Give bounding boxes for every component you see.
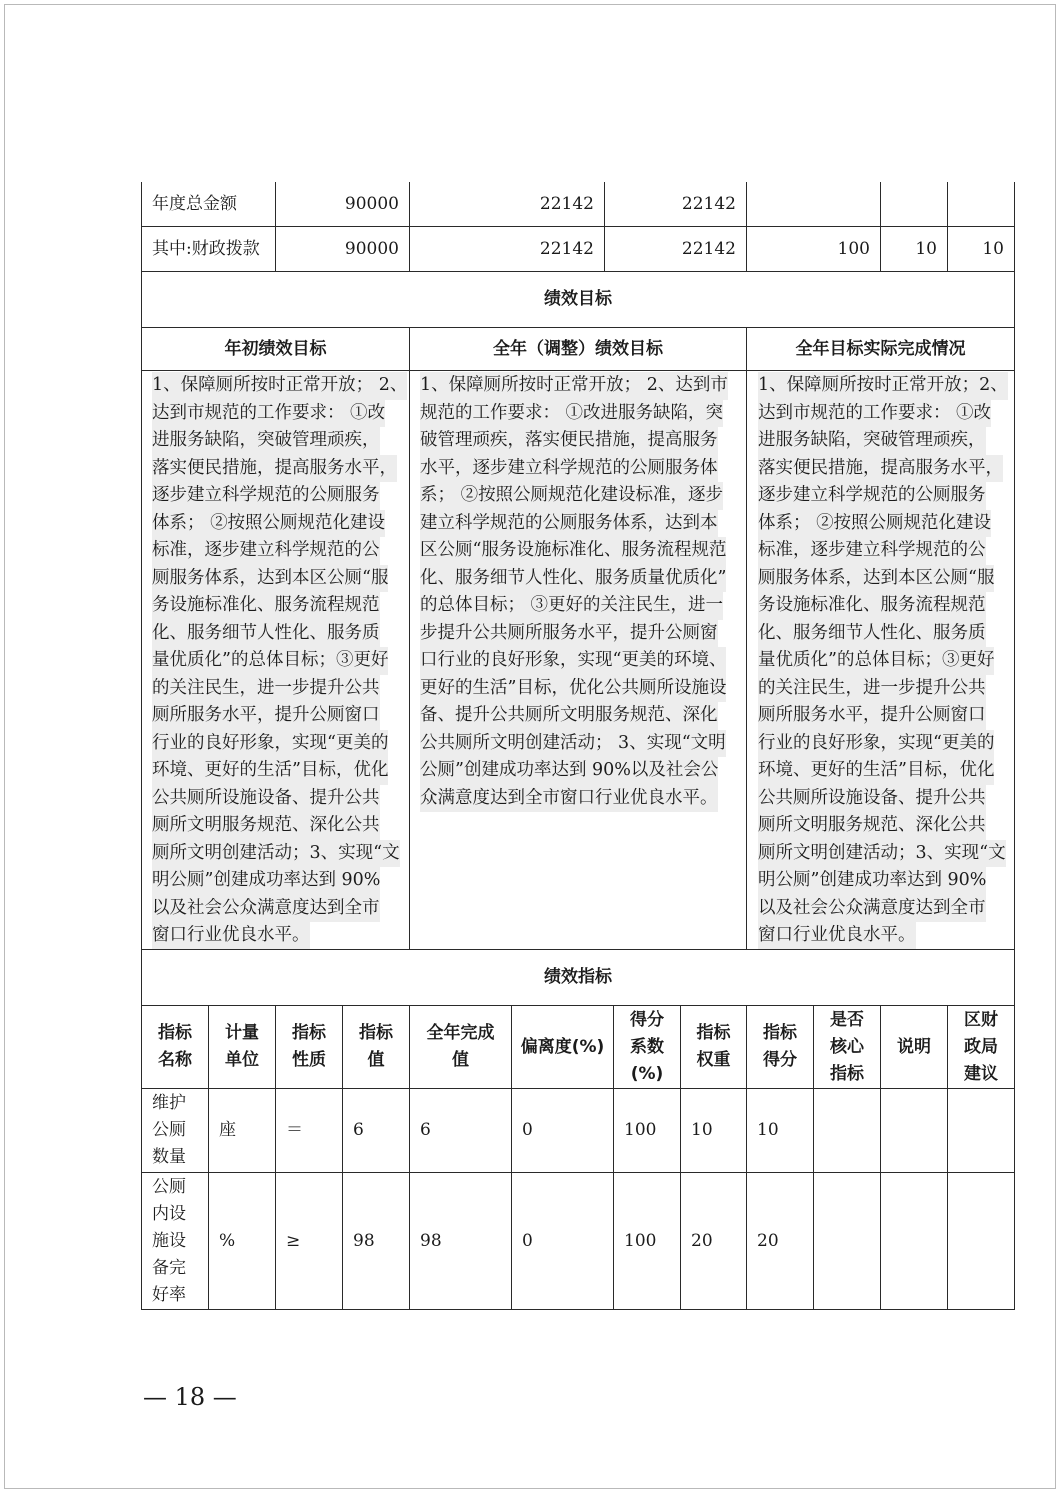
goal-text-line: 1、保障厕所按时正常开放； 2、达到市 <box>420 372 728 400</box>
goal-text-line: 逐步建立科学规范的公厕服务 <box>152 482 380 510</box>
indicator-cell-deviation: 0 <box>511 1172 614 1310</box>
budget-value-cell: 22142 <box>604 226 747 272</box>
budget-value-cell <box>947 182 1015 227</box>
goal-text-line: 的总体目标； ③更好的关注民生，进一 <box>420 592 723 620</box>
goal-text-line: 量优质化”的总体目标；③更好 <box>152 647 388 675</box>
goal-text-line: 系； ②按照公厕规范化建设标准，逐步 <box>420 482 723 510</box>
budget-value-cell: 10 <box>947 226 1015 272</box>
indicator-header-text: 指标值 <box>359 1023 393 1070</box>
indicator-cell-deviation: 0 <box>511 1088 614 1173</box>
goal-text-line: 的关注民生，进一步提升公共 <box>152 675 380 703</box>
indicator-header-advice <box>947 1005 1015 1089</box>
indicator-header-text: 偏离度(%) <box>520 1036 605 1057</box>
indicator-header-name <box>141 1005 209 1089</box>
budget-row-label: 其中:财政拨款 <box>141 226 276 272</box>
budget-value-cell: 22142 <box>409 182 605 227</box>
indicator-cell-weight: 20 <box>680 1172 747 1310</box>
indicator-header-actual <box>409 1005 512 1089</box>
indicator-header-core <box>813 1005 881 1089</box>
goal-text-line: 厕所文明服务规范、深化公共 <box>758 812 986 840</box>
indicator-header-remark <box>880 1005 948 1089</box>
goal-text-line: 体系； ②按照公厕规范化建设 <box>758 510 991 538</box>
goal-text-line: 务设施标准化、服务流程规范 <box>758 592 986 620</box>
goal-text-line: 行业的良好形象，实现“更美的 <box>152 730 388 758</box>
budget-value-cell <box>746 182 881 227</box>
goal-text-line: 落实便民措施，提高服务水平， <box>758 455 1003 483</box>
indicator-header-unit <box>208 1005 276 1089</box>
goal-text-line: 厕所文明创建活动；3、实现“文 <box>758 840 1006 868</box>
indicators-section-title: 绩效指标 <box>141 949 1015 1006</box>
indicator-cell-nature: ≥ <box>275 1172 343 1310</box>
goal-text-line: 明公厕”创建成功率达到 90% <box>758 867 986 895</box>
indicator-cell-score: 20 <box>746 1172 814 1310</box>
indicator-cell-score: 10 <box>746 1088 814 1173</box>
goal-text-line: 窗口行业优良水平。 <box>152 922 310 950</box>
indicator-cell-actual: 6 <box>409 1088 512 1173</box>
goal-text-line: 更好的生活”目标，优化公共厕所设施设 <box>420 675 726 703</box>
indicator-cell-weight: 10 <box>680 1088 747 1173</box>
goal-text-line: 的关注民生，进一步提升公共 <box>758 675 986 703</box>
indicator-header-text: 指标权重 <box>696 1023 731 1070</box>
goal-text-line: 公共厕所设施设备、提升公共 <box>152 785 380 813</box>
goal-text-line: 标准，逐步建立科学规范的公 <box>758 537 986 565</box>
indicator-header-weight <box>680 1005 747 1089</box>
indicator-header-text: 全年完成值 <box>426 1023 495 1070</box>
goal-text-line: 明公厕”创建成功率达到 90% <box>152 867 380 895</box>
indicator-cell-unit: 座 <box>208 1088 276 1173</box>
indicator-header-text: 区财政局建议 <box>964 1009 998 1084</box>
indicator-header-text: 是否核心指标 <box>830 1009 864 1084</box>
goal-text-line: 1、保障厕所按时正常开放；2、 <box>758 372 1008 400</box>
goal-text-actual <box>746 370 1015 950</box>
budget-value-cell: 100 <box>746 226 881 272</box>
indicator-cell-core <box>813 1172 881 1310</box>
indicator-cell-unit: % <box>208 1172 276 1310</box>
budget-value-cell: 10 <box>880 226 948 272</box>
indicator-cell-target: 6 <box>342 1088 410 1173</box>
goal-text-line: 厕服务体系，达到本区公厕“服 <box>758 565 994 593</box>
page-number: — 18 — <box>143 1383 237 1411</box>
budget-value-cell: 90000 <box>275 226 410 272</box>
goal-text-line: 以及社会公众满意度达到全市 <box>152 895 380 923</box>
goal-text-line: 水平，逐步建立科学规范的公厕服务体 <box>420 455 718 483</box>
goal-text-line: 口行业的良好形象，实现“更美的环境、 <box>420 647 726 675</box>
goal-text-line: 行业的良好形象，实现“更美的 <box>758 730 994 758</box>
goal-text-line: 公厕”创建成功率达到 90%以及社会公 <box>420 757 718 785</box>
goal-text-line: 厕服务体系，达到本区公厕“服 <box>152 565 388 593</box>
goal-text-line: 厕所服务水平，提升公厕窗口 <box>758 702 986 730</box>
indicator-header-text: 得分系数(%) <box>630 1009 664 1084</box>
budget-value-cell: 22142 <box>409 226 605 272</box>
goal-text-initial <box>141 370 410 950</box>
indicator-name-text: 维护公厕数量 <box>152 1093 186 1167</box>
goal-text-line: 化、服务细节人性化、服务质 <box>152 620 380 648</box>
indicator-header-deviation <box>511 1005 614 1089</box>
indicator-cell-advice <box>947 1088 1015 1173</box>
indicator-cell-remark <box>880 1172 948 1310</box>
indicator-cell-name <box>141 1172 209 1310</box>
goal-text-line: 进服务缺陷，突破管理顽疾， <box>152 427 380 455</box>
goal-text-line: 窗口行业优良水平。 <box>758 922 916 950</box>
indicator-header-text: 指标名称 <box>158 1023 192 1070</box>
goal-text-line: 破管理顽疾，落实便民措施，提高服务 <box>420 427 718 455</box>
indicator-cell-name <box>141 1088 209 1173</box>
goal-text-adjusted <box>409 370 747 950</box>
goal-text-line: 标准，逐步建立科学规范的公 <box>152 537 380 565</box>
goal-text-line: 环境、更好的生活”目标，优化 <box>152 757 388 785</box>
goal-text-line: 建立科学规范的公厕服务体系，达到本 <box>420 510 718 538</box>
indicator-header-nature <box>275 1005 343 1089</box>
goal-text-line: 以及社会公众满意度达到全市 <box>758 895 986 923</box>
indicator-header-coefficient <box>613 1005 681 1089</box>
indicator-header-text: 指标性质 <box>292 1023 326 1070</box>
goal-header-actual: 全年目标实际完成情况 <box>746 327 1015 371</box>
goal-text-line: 务设施标准化、服务流程规范 <box>152 592 380 620</box>
indicator-cell-actual: 98 <box>409 1172 512 1310</box>
indicator-name-text: 公厕内设施设备完好率 <box>152 1176 186 1305</box>
goal-text-line: 化、服务细节人性化、服务质 <box>758 620 986 648</box>
goal-text-line: 逐步建立科学规范的公厕服务 <box>758 482 986 510</box>
indicator-header-text: 说明 <box>897 1036 931 1057</box>
goal-header-adjusted: 全年（调整）绩效目标 <box>409 327 747 371</box>
goal-text-line: 化、服务细节人性化、服务质量优质化” <box>420 565 726 593</box>
indicator-cell-target: 98 <box>342 1172 410 1310</box>
goals-section-title: 绩效目标 <box>141 271 1015 328</box>
indicator-cell-coefficient: 100 <box>613 1088 681 1173</box>
goal-text-line: 备、提升公共厕所文明服务规范、深化 <box>420 702 718 730</box>
goal-text-line: 体系； ②按照公厕规范化建设 <box>152 510 385 538</box>
indicator-header-text: 计量单位 <box>225 1023 259 1070</box>
goal-text-line: 规范的工作要求： ①改进服务缺陷，突 <box>420 400 723 428</box>
goal-text-line: 进服务缺陷，突破管理顽疾， <box>758 427 986 455</box>
indicator-header-score <box>746 1005 814 1089</box>
goal-text-line: 厕所文明创建活动；3、实现“文 <box>152 840 400 868</box>
goal-text-line: 量优质化”的总体目标；③更好 <box>758 647 994 675</box>
indicator-cell-coefficient: 100 <box>613 1172 681 1310</box>
indicator-cell-advice <box>947 1172 1015 1310</box>
goal-text-line: 达到市规范的工作要求： ①改 <box>758 400 991 428</box>
goal-text-line: 厕所服务水平，提升公厕窗口 <box>152 702 380 730</box>
goal-text-line: 1、保障厕所按时正常开放； 2、 <box>152 372 407 400</box>
budget-row-label: 年度总金额 <box>141 182 276 227</box>
goal-text-line: 厕所文明服务规范、深化公共 <box>152 812 380 840</box>
goal-header-initial: 年初绩效目标 <box>141 327 410 371</box>
goal-text-line: 区公厕“服务设施标准化、服务流程规范 <box>420 537 726 565</box>
goal-text-line: 众满意度达到全市窗口行业优良水平。 <box>420 785 718 813</box>
indicator-cell-remark <box>880 1088 948 1173</box>
budget-value-cell: 90000 <box>275 182 410 227</box>
goal-text-line: 达到市规范的工作要求： ①改 <box>152 400 385 428</box>
indicator-header-text: 指标得分 <box>763 1023 797 1070</box>
goal-text-line: 步提升公共厕所服务水平，提升公厕窗 <box>420 620 718 648</box>
budget-value-cell: 22142 <box>604 182 747 227</box>
goal-text-line: 公共厕所设施设备、提升公共 <box>758 785 986 813</box>
budget-value-cell <box>880 182 948 227</box>
indicator-cell-core <box>813 1088 881 1173</box>
indicator-cell-nature: ＝ <box>275 1088 343 1173</box>
goal-text-line: 环境、更好的生活”目标，优化 <box>758 757 994 785</box>
goal-text-line: 落实便民措施，提高服务水平， <box>152 455 397 483</box>
goal-text-line: 公共厕所文明创建活动； 3、实现“文明 <box>420 730 726 758</box>
indicator-header-target <box>342 1005 410 1089</box>
